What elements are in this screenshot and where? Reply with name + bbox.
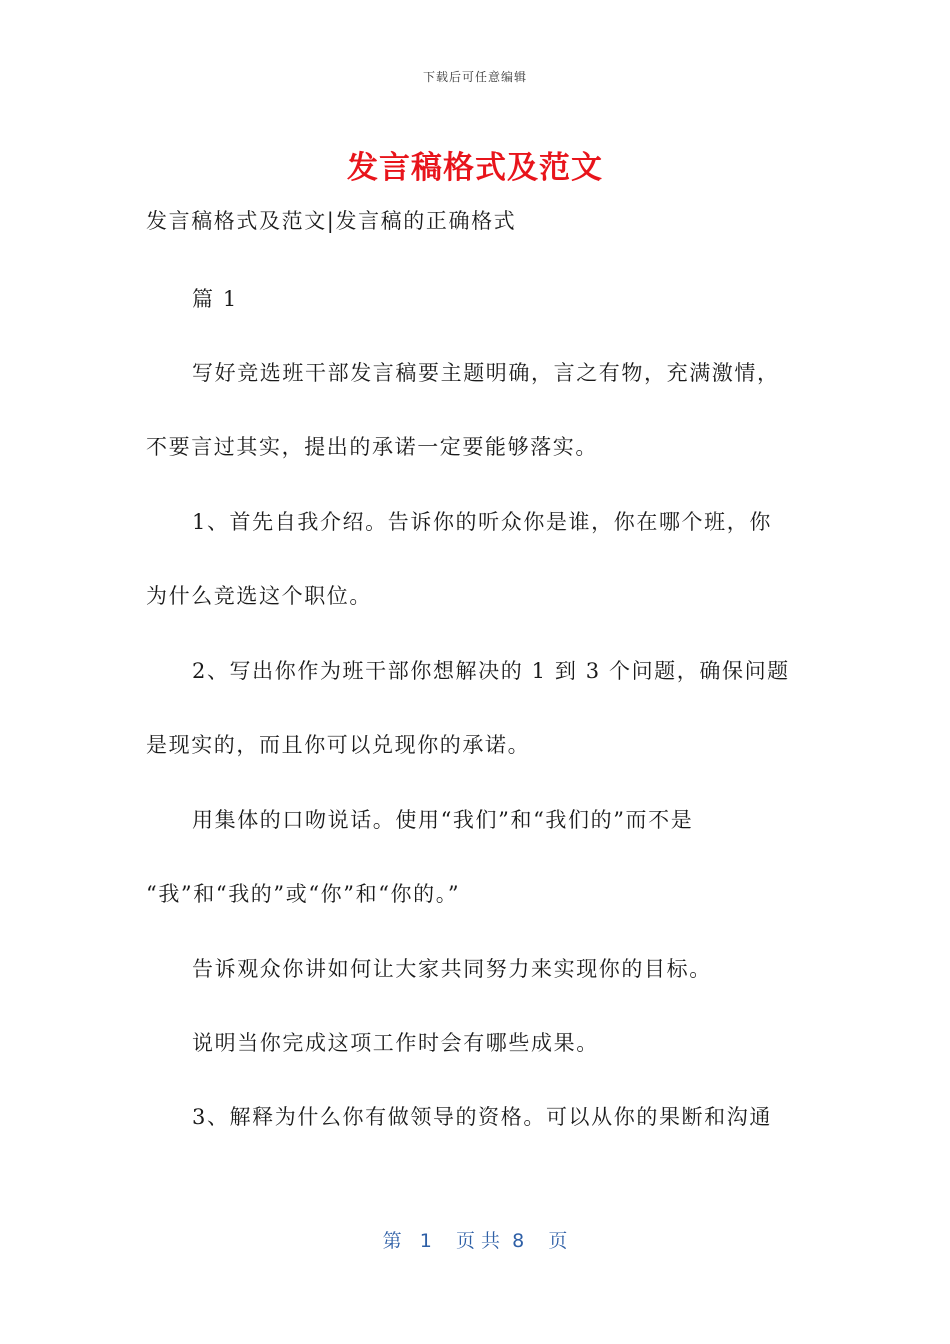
paragraph-line: 不要言过其实，提出的承诺一定要能够落实。 bbox=[146, 435, 598, 459]
document-title: 发言稿格式及范文 bbox=[347, 150, 603, 186]
paragraph-line: 是现实的，而且你可以兑现你的承诺。 bbox=[146, 733, 531, 757]
paragraph-line: 2、写出你作为班干部你想解决的 1 到 3 个问题，确保问题 bbox=[192, 659, 790, 683]
paragraph-line: 说明当你完成这项工作时会有哪些成果。 bbox=[192, 1031, 599, 1055]
section-heading: 篇 1 bbox=[192, 287, 238, 311]
paragraph-line: 告诉观众你讲如何让大家共同努力来实现你的目标。 bbox=[192, 957, 712, 981]
paragraph-line: “我”和“我的”或“你”和“你的。” bbox=[146, 882, 461, 906]
paragraph-line: 写好竞选班干部发言稿要主题明确，言之有物，充满激情， bbox=[192, 361, 780, 385]
paragraph-line: 用集体的口吻说话。使用“我们”和“我们的”而不是 bbox=[192, 808, 694, 832]
subtitle-line: 发言稿格式及范文|发言稿的正确格式 bbox=[146, 209, 517, 233]
header-note: 下载后可任意编辑 bbox=[422, 70, 527, 84]
paragraph-line: 1、首先自我介绍。告诉你的听众你是谁，你在哪个班，你 bbox=[192, 510, 772, 534]
paragraph-line: 为什么竞选这个职位。 bbox=[146, 584, 372, 608]
paragraph-line: 3、解释为什么你有做领导的资格。可以从你的果断和沟通 bbox=[192, 1105, 772, 1129]
page-number-footer: 第 1 页 共 8 页 bbox=[382, 1230, 568, 1252]
